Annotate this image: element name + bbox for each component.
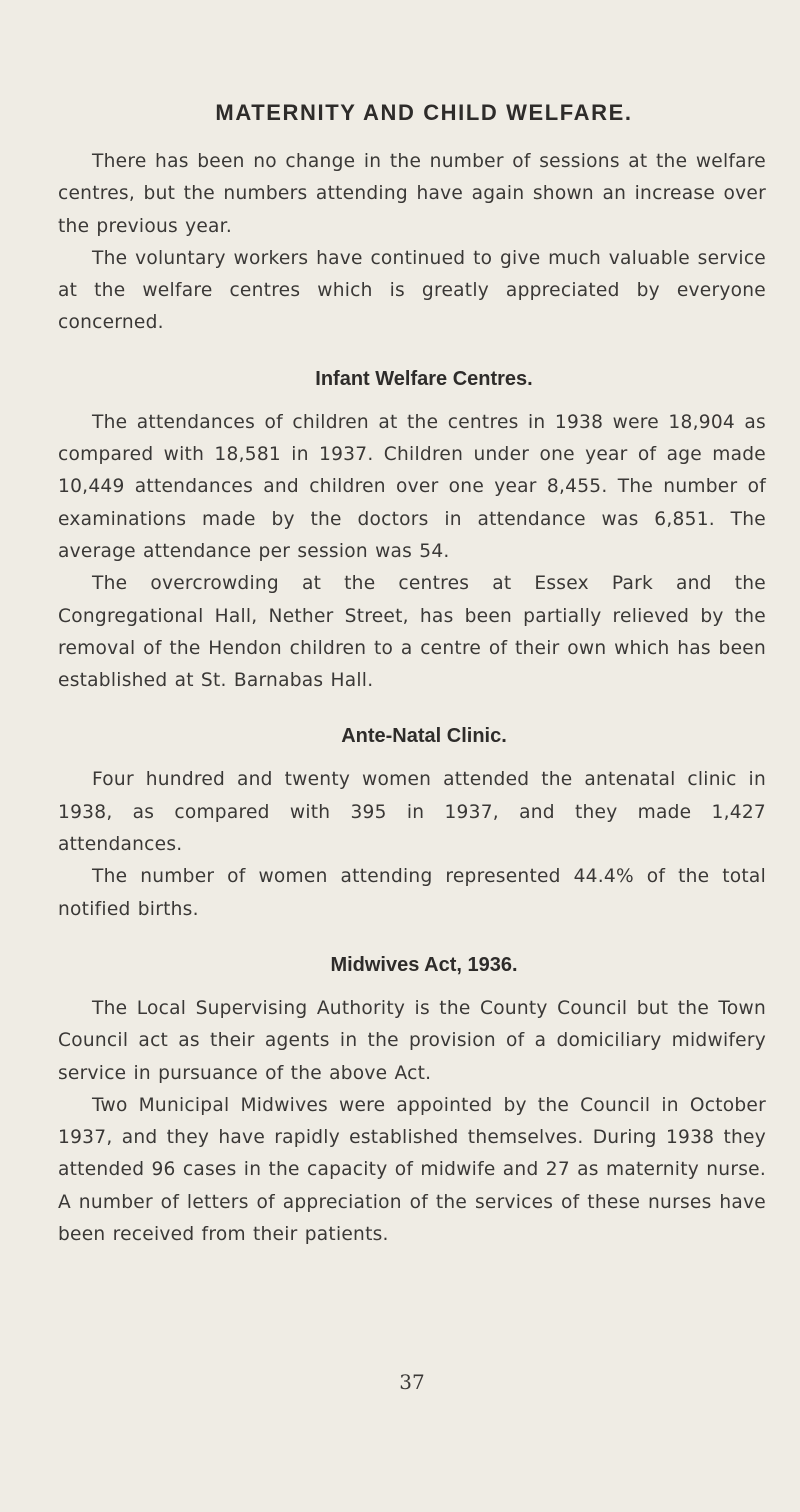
page-title: MATERNITY AND CHILD WELFARE. bbox=[215, 100, 633, 125]
section-heading-ante-natal: Ante-Natal Clinic. bbox=[341, 725, 507, 748]
midwives-act-paragraph-1: The Local Supervising Authority is the County Council but the Town Council act as their agents in the provision of a domiciliary midwifery service in pursuance of the above Act. bbox=[58, 997, 766, 1084]
ante-natal-paragraph-2: The number of women attending represented 44.4% of the total notified births. bbox=[58, 866, 766, 920]
section-heading-midwives-act: Midwives Act, 1936. bbox=[330, 953, 518, 976]
midwives-act-paragraph-2: Two Municipal Midwives were appointed by the Council in October 1937, and they have rapidly established themselves. During 1938 they attended 96 cases in the capacity of midwife and 27 as maternity nurse. A number of letters of appreciation of the services of these nurses have been received from their patients. bbox=[58, 1094, 766, 1246]
intro-paragraph-1: There has been no change in the number of sessions at the welfare centres, but the numbers attending have again shown an increase over the previous year. bbox=[58, 151, 766, 237]
page-number: 37 bbox=[399, 1370, 425, 1394]
infant-welfare-paragraph-1: The attendances of children at the centres in 1938 were 18,904 as compared with 18,581 in 1937. Children under one year of age made 10,449 attendances and children over one year 8,455. The number of examinations made by the doctors in attendance was 6,851. The average attendance per session was 54. bbox=[58, 411, 766, 562]
section-heading-infant-welfare: Infant Welfare Centres. bbox=[315, 367, 533, 390]
intro-paragraph-2: The voluntary workers have continued to give much valuable service at the welfare centres which is greatly appreciated by everyone concerned. bbox=[58, 247, 766, 334]
text-column bbox=[58, 100, 766, 1251]
infant-welfare-paragraph-2: The overcrowding at the centres at Essex Park and the Congregational Hall, Nether Street, has been partially relieved by the removal of the Hendon children to a centre of their own which has been established at St. Barnabas Hall. bbox=[58, 573, 766, 692]
ante-natal-paragraph-1: Four hundred and twenty women attended the antenatal clinic in 1938, as compared with 395 in 1937, and they made 1,427 attendances. bbox=[58, 769, 766, 856]
